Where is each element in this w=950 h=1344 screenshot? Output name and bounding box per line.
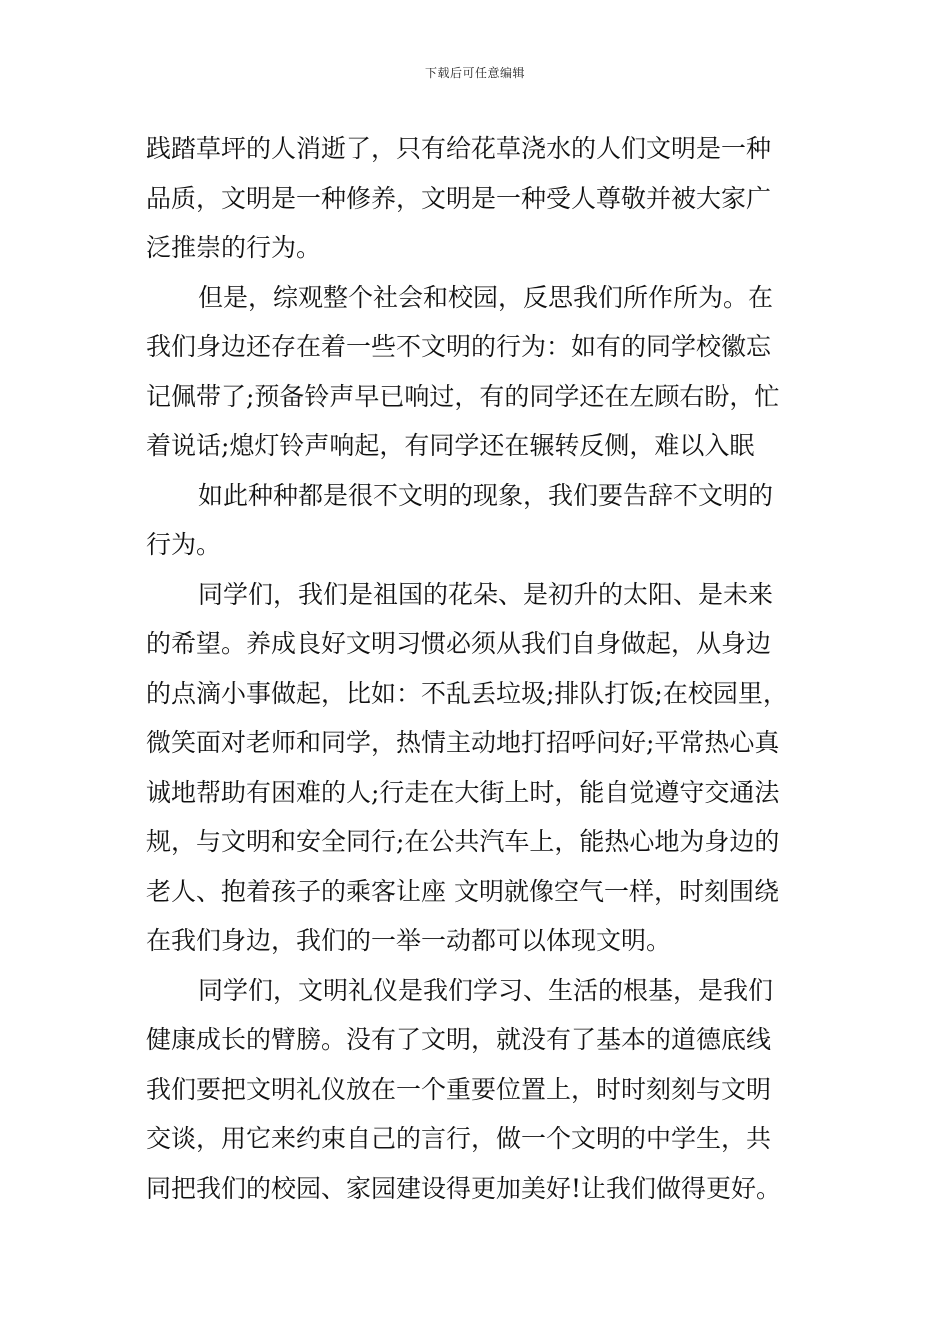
paragraph-2-line-4: 着说话;熄灯铃声响起，有同学还在辗转反侧，难以入眠 bbox=[146, 431, 755, 460]
paragraph-3-line-1: 如此种种都是很不文明的现象，我们要告辞不文明的 bbox=[198, 480, 774, 510]
page-header: 下载后可任意编辑 bbox=[424, 66, 525, 80]
paragraph-2-line-3: 记佩带了;预备铃声早已响过，有的同学还在左顾右盼，忙 bbox=[146, 381, 780, 411]
paragraph-2-line-1: 但是，综观整个社会和校园，反思我们所作所为。在 bbox=[198, 282, 774, 312]
paragraph-5-line-5: 同把我们的校园、家园建设得更加美好!让我们做得更好。 bbox=[146, 1173, 782, 1203]
paragraph-4-line-6: 规，与文明和安全同行;在公共汽车上，能热心地为身边的 bbox=[146, 827, 780, 856]
paragraph-5-line-3: 我们要把文明礼仪放在一个重要位置上，时时刻刻与文明 bbox=[146, 1074, 772, 1104]
paragraph-5-line-4: 交谈，用它来约束自己的言行，做一个文明的中学生，共 bbox=[146, 1124, 772, 1153]
paragraph-2-line-2: 我们身边还存在着一些不文明的行为：如有的同学校徽忘 bbox=[146, 332, 772, 361]
paragraph-4-line-2: 的希望。养成良好文明习惯必须从我们自身做起，从身边 bbox=[146, 629, 772, 658]
paragraph-4-line-7: 老人、抱着孩子的乘客让座 文明就像空气一样，时刻围绕 bbox=[146, 876, 779, 906]
paragraph-1-line-2: 品质，文明是一种修养，文明是一种受人尊敬并被大家广 bbox=[146, 183, 772, 213]
paragraph-5-line-2: 健康成长的臂膀。没有了文明，就没有了基本的道德底线 bbox=[146, 1025, 772, 1054]
document-body bbox=[146, 124, 826, 1213]
paragraph-1-line-1: 践踏草坪的人消逝了，只有给花草浇水的人们文明是一种 bbox=[146, 134, 772, 163]
paragraph-1-line-3: 泛推崇的行为。 bbox=[146, 233, 322, 262]
paragraph-4-line-8: 在我们身边，我们的一举一动都可以体现文明。 bbox=[146, 926, 672, 955]
paragraph-5-line-1: 同学们，文明礼仪是我们学习、生活的根基，是我们 bbox=[198, 975, 774, 1005]
paragraph-4-line-1: 同学们，我们是祖国的花朵、是初升的太阳、是未来 bbox=[198, 579, 774, 609]
paragraph-4-line-5: 诚地帮助有困难的人;行走在大街上时，能自觉遵守交通法 bbox=[146, 777, 780, 807]
paragraph-4-line-4: 微笑面对老师和同学，热情主动地打招呼问好;平常热心真 bbox=[146, 728, 780, 757]
paragraph-3-line-2: 行为。 bbox=[146, 530, 222, 559]
paragraph-4-line-3: 的点滴小事做起，比如：不乱丢垃圾;排队打饭;在校园里， bbox=[146, 678, 788, 708]
